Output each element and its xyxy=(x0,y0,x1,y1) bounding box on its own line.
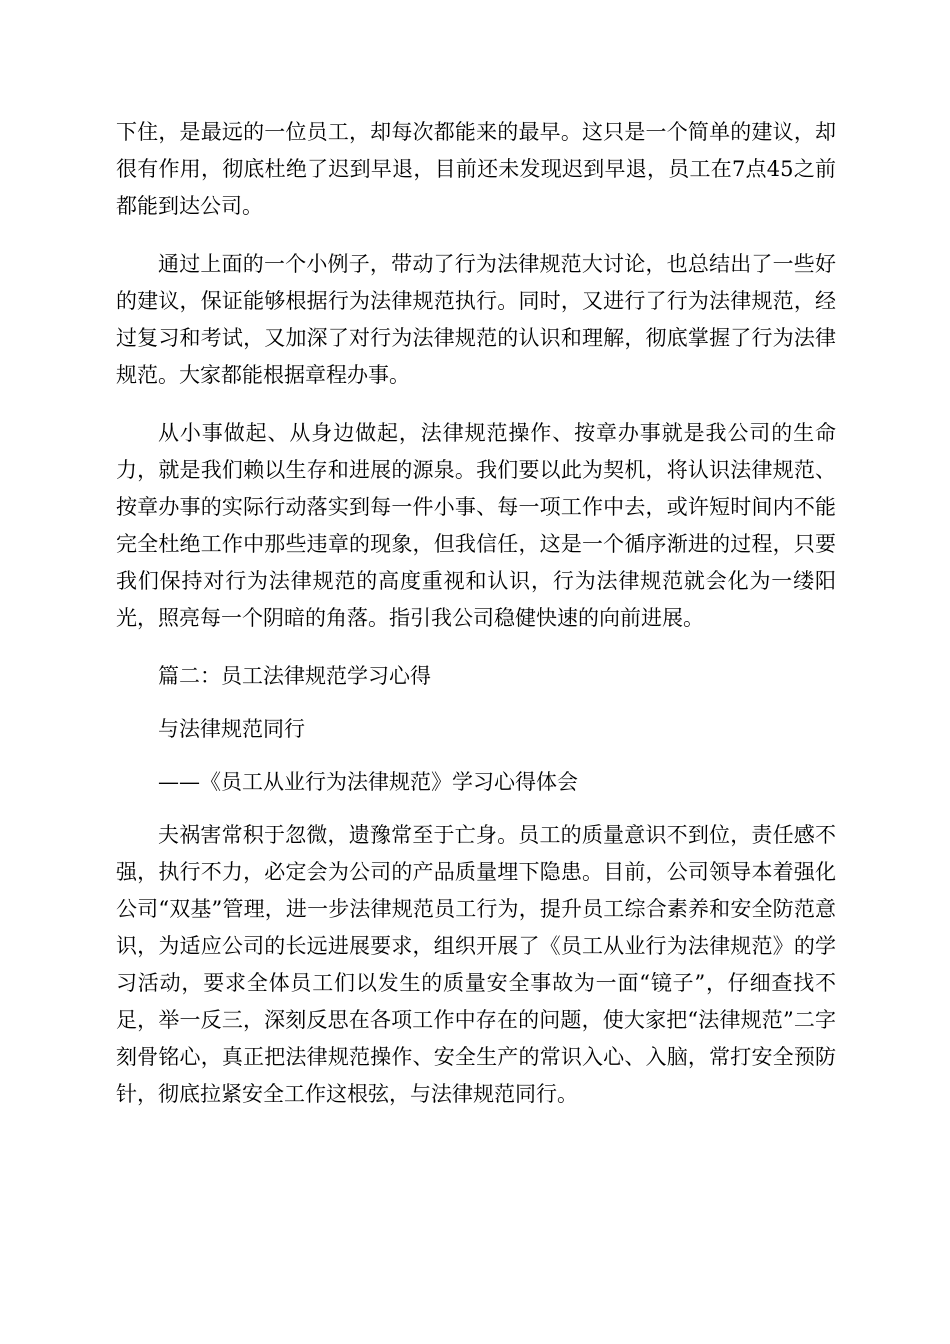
section-title: 篇二：员工法律规范学习心得 xyxy=(158,664,431,688)
article-title: 与法律规范同行 xyxy=(158,717,305,741)
document-body xyxy=(116,114,836,1134)
paragraph-start-small: 从小事做起、从身边做起，法律规范操作、按章办事就是我公司的生命力，就是我们赖以生存和进展的源泉。我们要以此为契机，将认识法律规范、按章办事的实际行动落实到每一件小事、每一项工作中去，或许短时间内不能完全杜绝工作中那些违章的现象，但我信任，这是一个循序渐进的过程，只要我们保持对行为法律规范的高度重视和认识，行为法律规范就会化为一缕阳光，照亮每一个阴暗的角落。指引我公司稳健快速的向前进展。 xyxy=(116,421,836,630)
paragraph-quality-awareness: 夫祸害常积于忽微，遗豫常至于亡身。员工的质量意识不到位，责任感不强，执行不力，必定会为公司的产品质量埋下隐患。目前，公司领导本着强化公司“双基”管理，进一步法律规范员工行为，提升员工综合素养和安全防范意识，为适应公司的长远进展要求，组织开展了《员工从业行为法律规范》的学习活动，要求全体员工们以发生的质量安全事故为一面“镜子”，仔细查找不足，举一反三，深刻反思在各项工作中存在的问题，使大家把“法律规范”二字刻骨铭心，真正把法律规范操作、安全生产的常识入心、入脑，常打安全预防针，彻底拉紧安全工作这根弦，与法律规范同行。 xyxy=(116,823,836,1106)
article-subtitle: ——《员工从业行为法律规范》学习心得体会 xyxy=(158,770,578,794)
paragraph-example-discussion: 通过上面的一个小例子，带动了行为法律规范大讨论，也总结出了一些好的建议，保证能够根据行为法律规范执行。同时，又进行了行为法律规范，经过复习和考试，又加深了对行为法律规范的认识和理解，彻底掌握了行为法律规范。大家都能根据章程办事。 xyxy=(116,252,836,387)
paragraph-continuation: 下住，是最远的一位员工，却每次都能来的最早。这只是一个简单的建议，却很有作用，彻底杜绝了迟到早退，目前还未发现迟到早退，员工在7点45之前都能到达公司。 xyxy=(116,120,836,218)
